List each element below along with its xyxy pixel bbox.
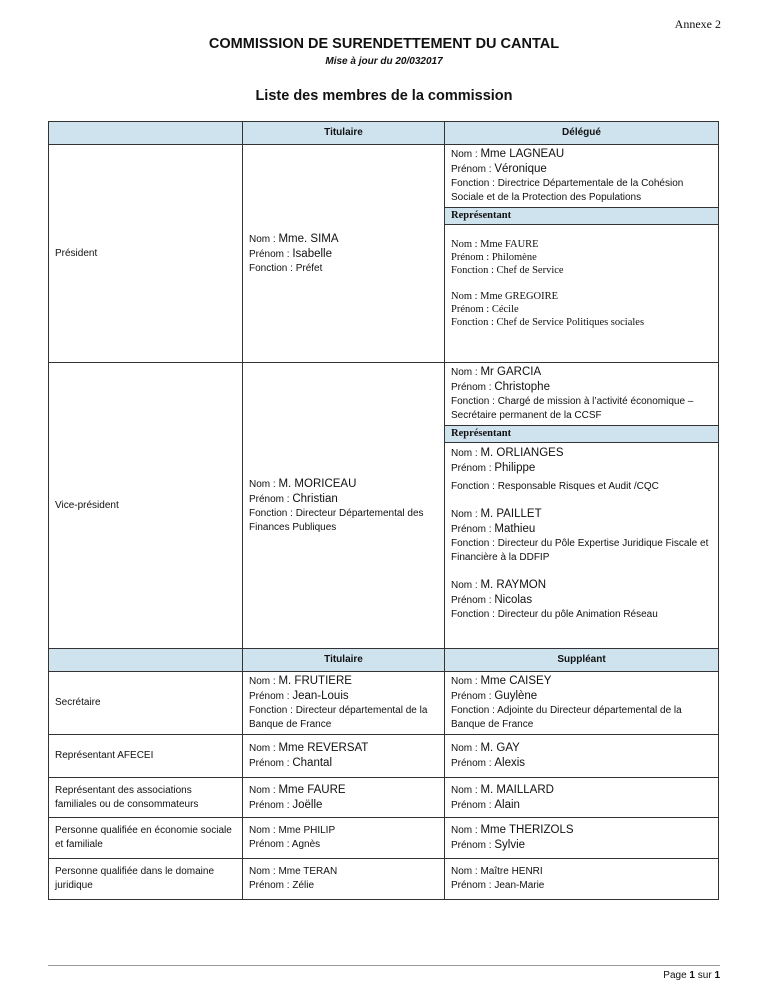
vp-representant-1: Nom : M. ORLIANGES Prénom : Philippe Fonction : Responsable Risques et Audit /CQC (451, 447, 659, 492)
vp-representant-header: Représentant (445, 425, 718, 443)
vice-president-titulaire (243, 363, 445, 649)
table-header-row-2 (49, 649, 719, 672)
role-associations: Représentant des associations familiales ou de consommateurs (49, 778, 243, 818)
vp-delegue-block (451, 363, 712, 425)
president-titulaire-nom: Nom : Mme. SIMA (249, 232, 339, 245)
table-row-vice-president (49, 363, 719, 649)
vp-titulaire-nom: Nom : M. MORICEAU (249, 477, 357, 490)
president-titulaire-fonction: Fonction : Préfet (249, 262, 323, 274)
vp-titulaire-prenom: Prénom : Christian (249, 492, 338, 505)
table-row-juridique (49, 859, 719, 900)
members-table (48, 121, 719, 900)
vp-delegue-fonction: Fonction : Chargé de mission à l’activité économique – Secrétaire permanent de la CCSF (451, 396, 694, 421)
president-representant-1: Nom : Mme FAURE Prénom : Philomène Fonction : Chef de Service (451, 239, 564, 276)
juridique-suppleant: Nom : Maître HENRI Prénom : Jean-Marie (445, 859, 719, 900)
document-title: COMMISSION DE SURENDETTEMENT DU CANTAL (208, 36, 560, 52)
vp-delegue-prenom: Prénom : Christophe (451, 381, 550, 393)
header-empty (49, 122, 243, 145)
vp-representant-2: Nom : M. PAILLET Prénom : Mathieu Fonction : Directeur du Pôle Expertise Juridique Fiscale et Financière à la DDFIP (451, 508, 709, 563)
secretaire-suppleant: Nom : Mme CAISEY Prénom : Guylène Fonction : Adjointe du Directeur départemental de la Banque de France (445, 672, 719, 735)
vp-representant-3: Nom : M. RAYMON Prénom : Nicolas Fonction : Directeur du pôle Animation Réseau (451, 579, 658, 620)
afecei-suppleant: Nom : M. GAY Prénom : Alexis (445, 735, 719, 778)
president-delegue-prenom: Prénom : Véronique (451, 163, 547, 175)
update-date: Mise à jour du 20/032017 (325, 56, 443, 67)
table-row-associations (49, 778, 719, 818)
president-representant-2: Nom : Mme GREGOIRE Prénom : Cécile Fonction : Chef de Service Politiques sociales (451, 291, 645, 328)
table-row-president (49, 145, 719, 363)
role-afecei: Représentant AFECEI (49, 735, 243, 778)
header-delegue: Délégué (445, 122, 719, 145)
role-juridique: Personne qualifiée dans le domaine juridique (49, 859, 243, 900)
president-delegue-fonction: Fonction : Directrice Départementale de la Cohésion Sociale et de la Protection des Populations (451, 178, 684, 203)
vp-titulaire-fonction: Fonction : Directeur Départemental des Finances Publiques (249, 507, 424, 533)
vp-delegue-nom: Nom : Mr GARCIA (451, 366, 542, 378)
header2-suppleant: Suppléant (445, 649, 719, 672)
president-representant-header: Représentant (445, 207, 718, 225)
header2-titulaire: Titulaire (243, 649, 445, 672)
table-header-row (49, 122, 719, 145)
economie-sociale-suppleant: Nom : Mme THERIZOLS Prénom : Sylvie (445, 818, 719, 859)
afecei-titulaire: Nom : Mme REVERSAT Prénom : Chantal (243, 735, 445, 778)
footer-divider (48, 965, 720, 966)
vice-president-delegue (445, 363, 719, 649)
associations-suppleant: Nom : M. MAILLARD Prénom : Alain (445, 778, 719, 818)
role-secretaire: Secrétaire (49, 672, 243, 735)
role-vice-president: Vice-président (49, 363, 243, 649)
header-titulaire: Titulaire (243, 122, 445, 145)
annex-label: Annexe 2 (674, 17, 721, 31)
table-row-afecei (49, 735, 719, 778)
president-titulaire-prenom: Prénom : Isabelle (249, 247, 332, 260)
president-delegue (445, 145, 719, 363)
associations-titulaire: Nom : Mme FAURE Prénom : Joëlle (243, 778, 445, 818)
secretaire-titulaire: Nom : M. FRUTIERE Prénom : Jean-Louis Fonction : Directeur départemental de la Banque de France (243, 672, 445, 735)
economie-sociale-titulaire: Nom : Mme PHILIP Prénom : Agnès (243, 818, 445, 859)
table-row-economie-sociale (49, 818, 719, 859)
president-delegue-nom: Nom : Mme LAGNEAU (451, 148, 565, 160)
list-title: Liste des membres de la commission (255, 88, 513, 104)
header2-empty (49, 649, 243, 672)
president-titulaire (243, 145, 445, 363)
role-economie-sociale: Personne qualifiée en économie sociale et familiale (49, 818, 243, 859)
role-president: Président (49, 145, 243, 363)
president-delegue-block (451, 145, 712, 207)
table-row-secretaire (49, 672, 719, 735)
juridique-titulaire: Nom : Mme TERAN Prénom : Zélie (243, 859, 445, 900)
page-footer: Page 1 sur 1 (663, 970, 720, 981)
